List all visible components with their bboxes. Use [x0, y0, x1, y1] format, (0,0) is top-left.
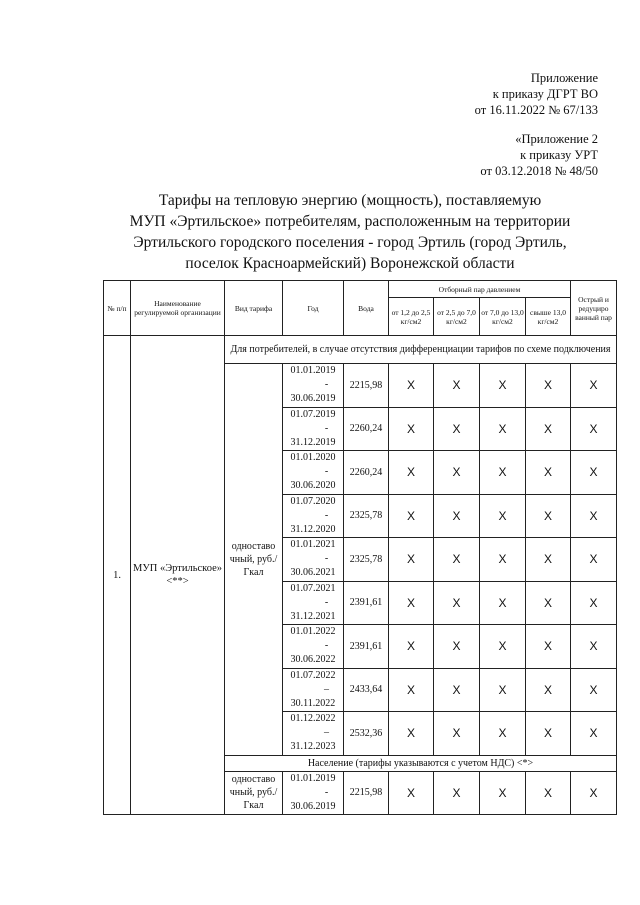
not-applicable-mark: X: [526, 364, 571, 408]
not-applicable-mark: X: [526, 538, 571, 582]
not-applicable-mark: X: [389, 364, 434, 408]
header-water: Вода: [344, 281, 389, 336]
not-applicable-mark: X: [389, 581, 434, 625]
header-steam-group: Отборный пар давлением: [389, 281, 571, 298]
not-applicable-mark: X: [571, 625, 617, 669]
period-cell: [283, 494, 344, 538]
period-start: 01.01.2019: [290, 365, 336, 377]
period-start: 01.01.2022: [290, 626, 336, 638]
not-applicable-mark: X: [480, 771, 526, 815]
title-line-2: МУП «Эртильское» потребителям, расположенным на территории: [129, 213, 571, 230]
water-tariff-cell: 2391,61: [344, 581, 389, 625]
period-end: 31.12.2023: [290, 741, 336, 753]
not-applicable-mark: X: [389, 625, 434, 669]
period-sep: -: [324, 422, 329, 434]
section-general: Для потребителей, в случае отсутствия дифференциации тарифов по схеме подключения: [225, 336, 617, 364]
not-applicable-mark: X: [571, 494, 617, 538]
not-applicable-mark: X: [526, 712, 571, 756]
not-applicable-mark: X: [480, 625, 526, 669]
row-number: 1.: [104, 336, 131, 815]
appendix-label-2: «Приложение 2: [515, 132, 598, 146]
header-sharp-steam: Острый и редуциро ванный пар: [571, 281, 617, 336]
title-line-3: Эртильского городского поселения - город Эртиль (город Эртиль,: [133, 234, 567, 251]
period-cell: [283, 581, 344, 625]
not-applicable-mark: X: [480, 407, 526, 451]
period-cell: [283, 451, 344, 495]
header-steam-1: от 1,2 до 2,5 кг/см2: [389, 298, 434, 336]
water-tariff-cell: 2325,78: [344, 538, 389, 582]
not-applicable-mark: X: [526, 668, 571, 712]
water-tariff-cell: 2260,24: [344, 407, 389, 451]
period-end: 30.06.2021: [290, 567, 336, 579]
not-applicable-mark: X: [480, 581, 526, 625]
tariff-type-cell: одноставо чный, руб./Гкал: [225, 364, 283, 756]
not-applicable-mark: X: [571, 407, 617, 451]
period-sep: -: [324, 596, 329, 608]
period-end: 31.12.2019: [290, 436, 336, 448]
water-tariff-cell: 2433,64: [344, 668, 389, 712]
not-applicable-mark: X: [526, 625, 571, 669]
not-applicable-mark: X: [434, 494, 480, 538]
not-applicable-mark: X: [526, 407, 571, 451]
period-sep: -: [324, 509, 329, 521]
not-applicable-mark: X: [434, 407, 480, 451]
not-applicable-mark: X: [389, 668, 434, 712]
appendix-date: от 16.11.2022 № 67/133: [474, 103, 598, 117]
not-applicable-mark: X: [389, 407, 434, 451]
appendix-order-2: к приказу УРТ: [520, 148, 598, 162]
header-num: № п/п: [104, 281, 131, 336]
tariff-table: [103, 280, 617, 815]
not-applicable-mark: X: [526, 494, 571, 538]
period-cell: [283, 407, 344, 451]
not-applicable-mark: X: [526, 451, 571, 495]
header-tariff-type: Вид тарифа: [225, 281, 283, 336]
period-end: 30.06.2019: [290, 393, 336, 405]
period-cell: [283, 712, 344, 756]
water-tariff-cell: 2391,61: [344, 625, 389, 669]
not-applicable-mark: X: [571, 364, 617, 408]
period-start: 01.07.2021: [290, 582, 336, 594]
title-line-4: поселок Красноармейский) Воронежской области: [185, 255, 515, 272]
period-end: 30.06.2022: [290, 654, 336, 666]
water-tariff-cell: 2260,24: [344, 451, 389, 495]
appendix-label: Приложение: [530, 71, 598, 85]
period-start: 01.07.2022: [290, 669, 336, 681]
period-end: 31.12.2021: [290, 610, 336, 622]
not-applicable-mark: X: [434, 771, 480, 815]
period-start: 01.07.2020: [290, 495, 336, 507]
period-sep: -: [324, 786, 329, 798]
header-year: Год: [283, 281, 344, 336]
period-end: 31.12.2020: [290, 523, 336, 535]
not-applicable-mark: X: [434, 712, 480, 756]
not-applicable-mark: X: [434, 364, 480, 408]
org-name: МУП «Эртильское» <**>: [131, 336, 225, 815]
header-steam-3: от 7,0 до 13,0 кг/см2: [480, 298, 526, 336]
not-applicable-mark: X: [480, 494, 526, 538]
water-tariff-cell: 2215,98: [344, 364, 389, 408]
not-applicable-mark: X: [526, 771, 571, 815]
not-applicable-mark: X: [571, 771, 617, 815]
period-start: 01.01.2019: [290, 772, 336, 784]
period-sep: -: [324, 640, 329, 652]
not-applicable-mark: X: [480, 712, 526, 756]
not-applicable-mark: X: [434, 668, 480, 712]
header-steam-2: от 2,5 до 7,0 кг/см2: [434, 298, 480, 336]
not-applicable-mark: X: [434, 581, 480, 625]
period-sep: -: [324, 379, 329, 391]
not-applicable-mark: X: [389, 771, 434, 815]
period-start: 01.01.2020: [290, 452, 336, 464]
period-start: 01.12.2022: [290, 713, 336, 725]
period-start: 01.07.2019: [290, 408, 336, 420]
not-applicable-mark: X: [480, 451, 526, 495]
not-applicable-mark: X: [480, 538, 526, 582]
period-start: 01.01.2021: [290, 539, 336, 551]
appendix-reference: [475, 70, 598, 118]
period-end: 30.06.2019: [290, 800, 336, 812]
period-sep: -: [324, 466, 329, 478]
appendix-date-2: от 03.12.2018 № 48/50: [480, 164, 598, 178]
period-end: 30.11.2022: [290, 697, 336, 709]
not-applicable-mark: X: [571, 451, 617, 495]
title-line-1: Тарифы на тепловую энергию (мощность), поставляемую: [158, 192, 542, 209]
period-sep: –: [324, 683, 329, 695]
not-applicable-mark: X: [480, 668, 526, 712]
not-applicable-mark: X: [571, 538, 617, 582]
not-applicable-mark: X: [389, 451, 434, 495]
period-cell: [283, 538, 344, 582]
water-tariff-cell: 2215,98: [344, 771, 389, 815]
section-population: Население (тарифы указываются с учетом НДС) <*>: [225, 755, 617, 771]
water-tariff-cell: 2532,36: [344, 712, 389, 756]
tariff-type-cell: одноставо чный, руб./Гкал: [225, 771, 283, 815]
not-applicable-mark: X: [480, 364, 526, 408]
not-applicable-mark: X: [571, 581, 617, 625]
not-applicable-mark: X: [571, 668, 617, 712]
not-applicable-mark: X: [434, 451, 480, 495]
period-cell: [283, 364, 344, 408]
water-tariff-cell: 2325,78: [344, 494, 389, 538]
appendix-order: к приказу ДГРТ ВО: [492, 87, 598, 101]
period-cell: [283, 625, 344, 669]
not-applicable-mark: X: [571, 712, 617, 756]
header-steam-4: свыше 13,0 кг/см2: [526, 298, 571, 336]
period-cell: [283, 668, 344, 712]
document-title: [100, 190, 600, 274]
period-end: 30.06.2020: [290, 480, 336, 492]
period-cell: [283, 771, 344, 815]
not-applicable-mark: X: [389, 494, 434, 538]
period-sep: -: [324, 553, 329, 565]
not-applicable-mark: X: [389, 538, 434, 582]
not-applicable-mark: X: [389, 712, 434, 756]
period-sep: –: [324, 727, 329, 739]
not-applicable-mark: X: [434, 625, 480, 669]
not-applicable-mark: X: [526, 581, 571, 625]
header-org: Наименование регулируемой организации: [131, 281, 225, 336]
appendix-reference-2: [480, 131, 598, 179]
not-applicable-mark: X: [434, 538, 480, 582]
